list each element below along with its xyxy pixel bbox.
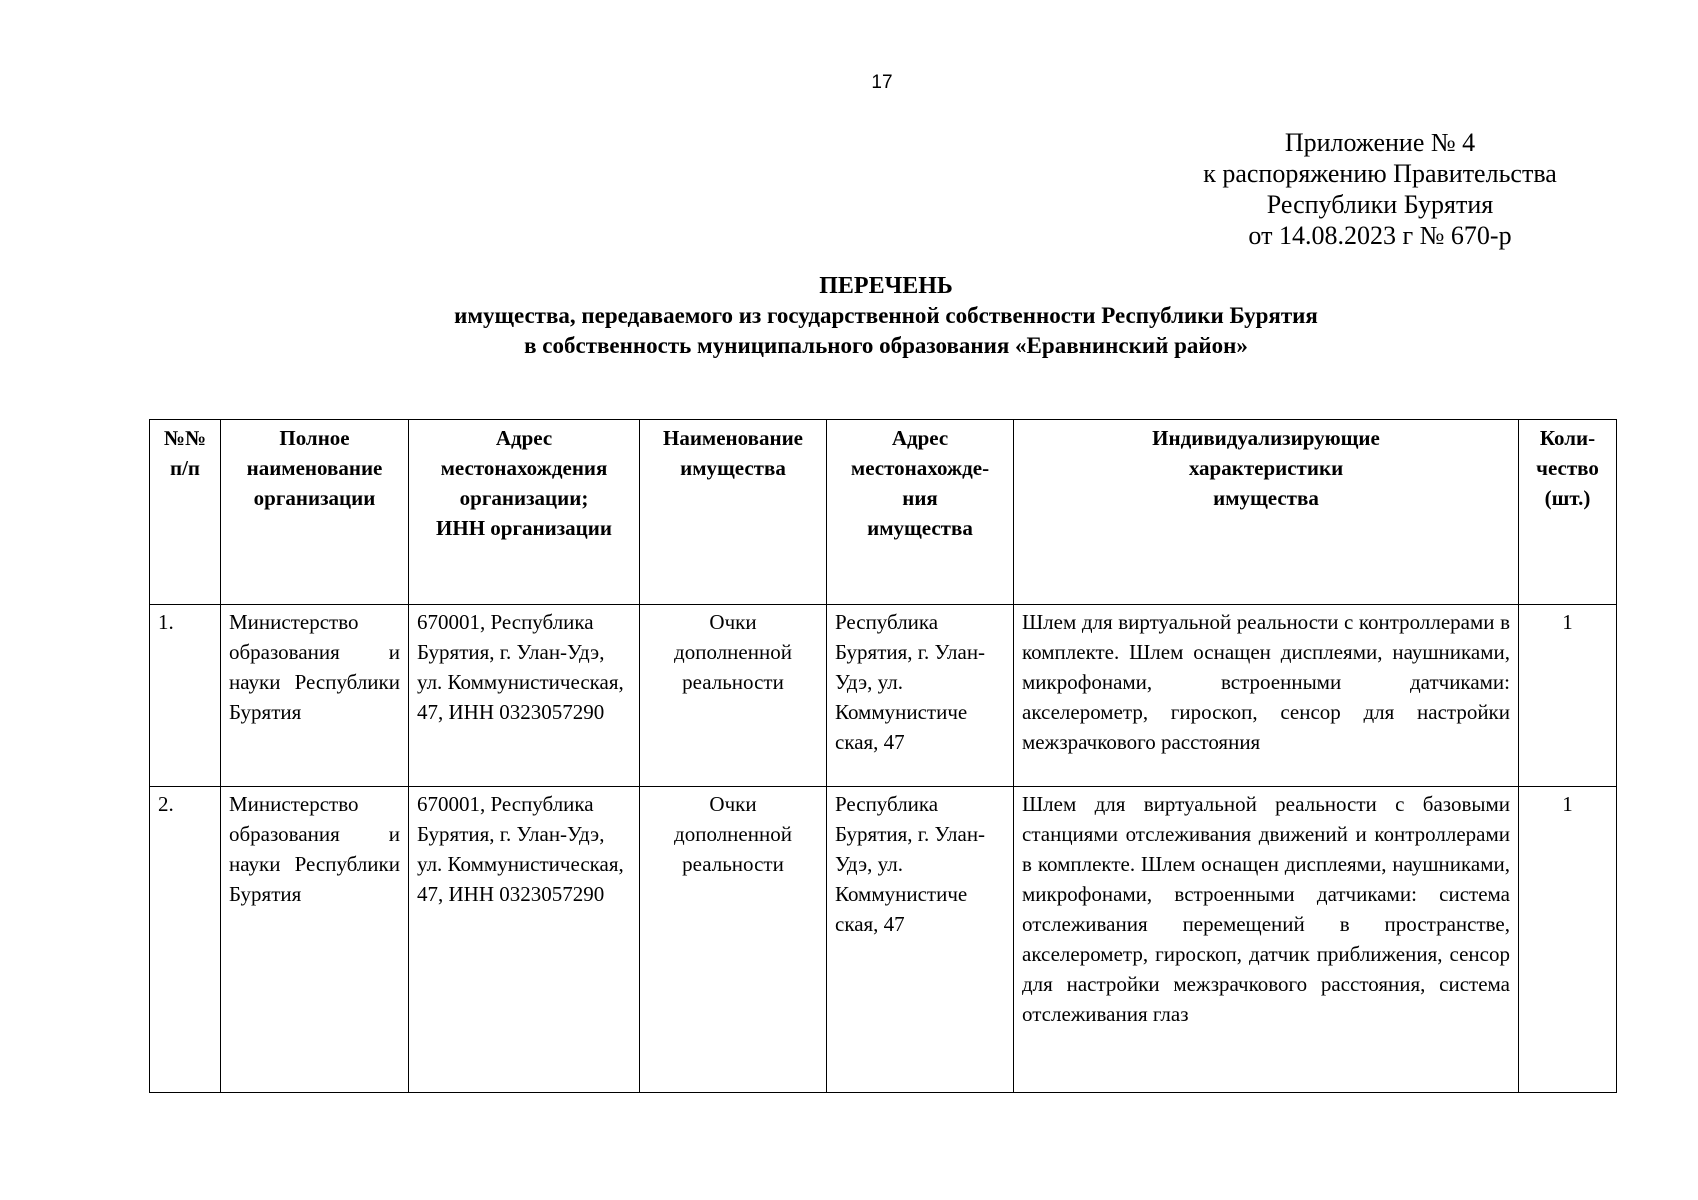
header-property-name: [640, 420, 827, 605]
document-heading: [150, 271, 1622, 361]
header-line: п/п: [169, 456, 201, 480]
cell-characteristics: Шлем для виртуальной реальности с контроллерами в комплекте. Шлем оснащен дисплеями, наушниками, микрофонами, встроенными датчиками: акселерометр, гироскоп, сенсор для настройки межзрачкового расстояния: [1014, 605, 1519, 787]
cell-property-name: Очки дополненной реальности: [640, 787, 827, 1093]
header-line: имущества: [680, 456, 786, 480]
cell-property-address: Республика Бурятия, г. Улан-Удэ, ул. Коммунистиче ская, 47: [827, 605, 1014, 787]
header-quantity: [1519, 420, 1617, 605]
cell-property-address: Республика Бурятия, г. Улан-Удэ, ул. Коммунистиче ская, 47: [827, 787, 1014, 1093]
cell-org-name: Министерство образования и науки Республики Бурятия: [221, 787, 409, 1093]
table-row: [150, 605, 1617, 787]
header-line: местонахожде-: [850, 456, 990, 480]
header-line: Коли-: [1539, 426, 1596, 450]
cell-property-name: Очки дополненной реальности: [640, 605, 827, 787]
cell-org-address: 670001, Республика Бурятия, г. Улан-Удэ, ул. Коммунистическая, 47, ИНН 0323057290: [409, 787, 640, 1093]
header-line: ИНН организации: [436, 516, 612, 540]
header-line: Индивидуализирующие: [1152, 426, 1380, 450]
header-line: Адрес: [891, 426, 949, 450]
appendix-date-line: от 14.08.2023 г № 670-р: [1248, 221, 1512, 250]
cell-org-address: 670001, Республика Бурятия, г. Улан-Удэ, ул. Коммунистическая, 47, ИНН 0323057290: [409, 605, 640, 787]
table-header-row: [150, 420, 1617, 605]
appendix-line: Приложение № 4: [1284, 128, 1476, 157]
header-line: характеристики: [1188, 456, 1344, 480]
header-line: организации: [253, 486, 376, 510]
header-line: ния: [902, 486, 938, 510]
header-characteristics: [1014, 420, 1519, 605]
header-line: Адрес: [495, 426, 553, 450]
cell-number: 1.: [150, 605, 221, 787]
header-org-name: [221, 420, 409, 605]
header-number: [150, 420, 221, 605]
header-line: Наименование: [663, 426, 803, 450]
header-line: №№: [163, 426, 207, 450]
document-subtitle: имущества, передаваемого из государственной собственности Республики Бурятия: [454, 303, 1318, 328]
appendix-line: Республики Бурятия: [1266, 190, 1494, 219]
cell-quantity: 1: [1519, 605, 1617, 787]
cell-quantity: 1: [1519, 787, 1617, 1093]
cell-characteristics: Шлем для виртуальной реальности с базовыми станциями отслеживания движений и контроллерами в комплекте. Шлем оснащен дисплеями, наушниками, микрофонами, встроенными датчиками: система отслеживания перемещений в пространстве, акселерометр, гироскоп, датчик приближения, сенсор для настройки межзрачкового расстояния, система отслеживания глаз: [1014, 787, 1519, 1093]
header-line: чество: [1536, 456, 1599, 480]
page-number: 17: [871, 72, 893, 93]
header-line: наименование: [246, 456, 383, 480]
header-line: имущества: [867, 516, 973, 540]
header-line: организации;: [459, 486, 589, 510]
header-line: (шт.): [1544, 486, 1591, 510]
cell-org-name: Министерство образования и науки Республики Бурятия: [221, 605, 409, 787]
header-org-address: [409, 420, 640, 605]
table-row: [150, 787, 1617, 1093]
header-line: Полное: [279, 426, 350, 450]
cell-number: 2.: [150, 787, 221, 1093]
document-subtitle: в собственность муниципального образования «Еравнинский район»: [524, 333, 1248, 358]
property-table: [149, 419, 1617, 1093]
appendix-block: [1140, 127, 1620, 251]
appendix-line: к распоряжению Правительства: [1203, 159, 1557, 188]
header-property-address: [827, 420, 1014, 605]
header-line: местонахождения: [440, 456, 608, 480]
header-line: имущества: [1213, 486, 1319, 510]
document-title: ПЕРЕЧЕНЬ: [819, 273, 953, 299]
